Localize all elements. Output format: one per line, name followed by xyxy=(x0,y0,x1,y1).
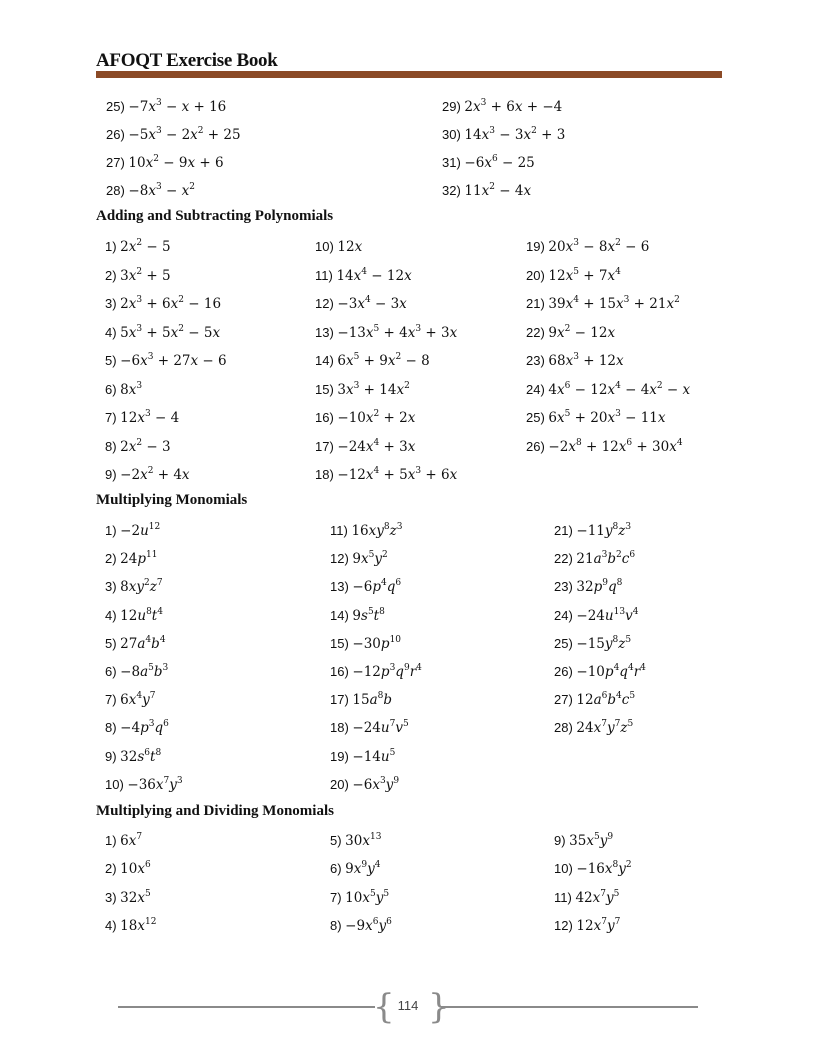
answer-number: 4) xyxy=(105,607,121,623)
answer-item xyxy=(105,606,163,626)
answer-item xyxy=(105,549,157,569)
answer-expression: $24p^{11}$ xyxy=(120,550,158,568)
answer-expression: $-24x^4 + 3x$ xyxy=(337,437,416,455)
answer-item xyxy=(315,237,362,257)
answer-number: 2) xyxy=(105,861,121,877)
answer-expression: $-24u^{13}v^4$ xyxy=(576,606,639,624)
answer-number: 12) xyxy=(315,296,338,311)
answer-item xyxy=(526,323,615,343)
answer-row xyxy=(0,521,816,545)
answer-expression: $-9x^6y^6$ xyxy=(345,916,392,934)
answer-expression: $11x^2 - 4x$ xyxy=(464,182,532,199)
answer-expression: $2x^3 + 6x^2 - 16$ xyxy=(120,295,222,312)
answer-item xyxy=(105,465,190,485)
answer-item xyxy=(526,380,690,400)
answer-number: 6) xyxy=(330,861,346,877)
answer-item xyxy=(526,237,649,257)
answer-item xyxy=(105,408,179,428)
answer-number: 20) xyxy=(526,267,549,283)
answer-number: 26) xyxy=(554,664,577,679)
answer-row xyxy=(0,718,816,742)
answer-number: 32) xyxy=(442,183,465,198)
answer-number: 28) xyxy=(554,720,577,736)
answer-row xyxy=(0,408,816,432)
answer-expression: 12x xyxy=(337,239,363,255)
answer-number: 25) xyxy=(106,99,129,114)
answer-item xyxy=(330,634,401,654)
answer-item xyxy=(554,521,631,541)
answer-number: 9) xyxy=(105,467,121,482)
answer-number: 21) xyxy=(554,523,577,538)
answer-expression: $10x^6$ xyxy=(120,860,151,878)
answer-item xyxy=(330,662,422,682)
answer-item xyxy=(106,153,224,173)
answer-expression: $5x^3 + 5x^2 - 5x$ xyxy=(120,323,221,341)
answer-item xyxy=(526,408,666,428)
answer-expression: $-4p^3q^6$ xyxy=(120,719,169,737)
answer-item xyxy=(554,718,633,738)
answer-expression: $4x^6 - 12x^4 - 4x^2 - x$ xyxy=(548,380,691,398)
answer-row xyxy=(0,662,816,686)
answer-row xyxy=(0,294,816,318)
answer-item xyxy=(105,859,151,879)
answer-row xyxy=(0,916,816,940)
answer-item xyxy=(105,323,220,343)
answer-number: 16) xyxy=(330,664,353,679)
answer-row xyxy=(0,237,816,261)
answer-number: 13) xyxy=(315,324,338,340)
answer-expression: $35x^5y^9$ xyxy=(569,832,614,849)
answer-number: 10) xyxy=(554,861,577,877)
answer-item xyxy=(554,690,635,710)
answer-number: 4) xyxy=(105,324,121,340)
answer-expression: $2x^3 + 6x + -4$ xyxy=(464,98,563,115)
section-heading: Multiplying and Dividing Monomials xyxy=(96,803,334,819)
answer-row xyxy=(0,634,816,658)
answer-number: 24) xyxy=(526,381,549,397)
answer-expression: $30x^{13}$ xyxy=(345,832,382,849)
answer-expression: $-10x^2 + 2x$ xyxy=(337,409,416,426)
answer-item xyxy=(105,747,161,767)
answer-item xyxy=(554,831,613,851)
answer-number: 2) xyxy=(105,267,121,283)
answer-item xyxy=(105,351,227,371)
answer-row xyxy=(0,465,816,489)
footer-bracket-right: } xyxy=(428,987,450,1027)
answer-item xyxy=(554,859,632,879)
answer-row xyxy=(0,606,816,630)
answer-item xyxy=(526,266,621,286)
answer-expression: $-5x^3 - 2x^2 + 25$ xyxy=(128,126,241,143)
answer-expression: $6x^5 + 20x^3 - 11x$ xyxy=(548,409,666,426)
answer-item xyxy=(442,181,531,201)
header-rule xyxy=(96,71,722,78)
answer-item xyxy=(330,577,401,597)
answer-number: 5) xyxy=(105,353,121,368)
answer-number: 15) xyxy=(315,381,338,397)
answer-number: 12) xyxy=(554,917,577,933)
answer-expression: $27a^4b^4$ xyxy=(120,634,166,652)
answer-item xyxy=(330,690,392,710)
answer-number: 3) xyxy=(105,889,121,905)
answer-number: 31) xyxy=(442,155,465,170)
answer-item xyxy=(105,294,221,314)
answer-row xyxy=(0,380,816,404)
answer-item xyxy=(526,351,624,371)
answer-item xyxy=(315,323,457,343)
book-title: AFOQT Exercise Book xyxy=(96,50,278,71)
answer-item xyxy=(315,266,412,286)
answer-item xyxy=(554,888,619,908)
answer-item xyxy=(554,916,620,936)
answer-expression: $-2x^8 + 12x^6 + 30x^4$ xyxy=(548,437,683,455)
answer-number: 20) xyxy=(330,776,353,792)
answer-item xyxy=(106,181,195,201)
answer-row xyxy=(0,437,816,461)
answer-number: 29) xyxy=(442,99,465,114)
answer-row xyxy=(0,125,816,149)
answer-expression: $8xy^2z^7$ xyxy=(120,578,163,596)
answer-expression: $-6x^3y^9$ xyxy=(352,775,400,793)
answer-item xyxy=(315,294,407,314)
answer-number: 10) xyxy=(105,776,128,792)
answer-item xyxy=(554,634,631,654)
answer-number: 7) xyxy=(105,692,121,708)
answer-number: 6) xyxy=(105,664,121,679)
answer-expression: $-6x^3 + 27x - 6$ xyxy=(120,352,227,369)
answer-number: 1) xyxy=(105,239,121,254)
answer-expression: $-6x^6 - 25$ xyxy=(464,154,535,171)
answer-item xyxy=(105,718,169,738)
answer-expression: $6x^5 + 9x^2 - 8$ xyxy=(337,352,430,369)
answer-item xyxy=(526,437,683,457)
answer-expression: $-14u^5$ xyxy=(352,747,396,765)
answer-row xyxy=(0,775,816,799)
answer-expression: $20x^3 - 8x^2 - 6$ xyxy=(548,238,650,255)
answer-number: 5) xyxy=(105,635,121,651)
answer-number: 25) xyxy=(554,635,577,651)
answer-item xyxy=(105,831,142,851)
answer-expression: $-8a^5b^3$ xyxy=(120,663,169,680)
footer-bracket-left: { xyxy=(373,987,395,1027)
answer-number: 21) xyxy=(526,296,549,311)
answer-expression: $16xy^8z^3$ xyxy=(351,522,403,539)
answer-number: 10) xyxy=(315,239,338,254)
answer-number: 27) xyxy=(554,692,577,708)
answer-number: 17) xyxy=(330,692,353,708)
answer-number: 8) xyxy=(105,720,121,736)
answer-row xyxy=(0,888,816,912)
answer-expression: $-11y^8z^3$ xyxy=(576,522,632,539)
answer-number: 2) xyxy=(105,551,121,567)
answer-item xyxy=(330,521,402,541)
answer-item xyxy=(330,888,389,908)
answer-item xyxy=(330,916,392,936)
answer-expression: $-12x^4 + 5x^3 + 6x$ xyxy=(337,466,458,483)
answer-item xyxy=(315,465,457,485)
answer-number: 13) xyxy=(330,579,353,595)
answer-number: 5) xyxy=(330,833,346,848)
answer-number: 1) xyxy=(105,523,121,538)
answer-row xyxy=(0,351,816,375)
answer-expression: $9x^9y^4$ xyxy=(345,860,381,878)
answer-item xyxy=(315,351,430,371)
answer-number: 14) xyxy=(315,353,338,368)
answer-item xyxy=(315,380,410,400)
answer-number: 11) xyxy=(554,889,576,905)
answer-number: 24) xyxy=(554,607,577,623)
answer-row xyxy=(0,831,816,855)
answer-expression: $-24u^7v^5$ xyxy=(352,719,409,737)
answer-expression: $12x^5 + 7x^4$ xyxy=(548,266,621,284)
answer-number: 26) xyxy=(526,438,549,454)
answer-item xyxy=(554,606,638,626)
answer-expression: $10x^2 - 9x + 6$ xyxy=(128,154,224,171)
answer-expression: $-8x^3 - x^2$ xyxy=(128,182,195,199)
footer-rule-left xyxy=(118,1006,375,1008)
answer-number: 22) xyxy=(526,324,549,340)
answer-expression: $-2u^{12}$ xyxy=(120,522,161,539)
answer-number: 3) xyxy=(105,579,121,595)
answer-item xyxy=(106,97,226,117)
answer-expression: $24x^7y^7z^5$ xyxy=(576,719,634,737)
answer-expression: $9x^2 - 12x$ xyxy=(548,323,616,341)
answer-number: 6) xyxy=(105,381,121,397)
answer-row xyxy=(0,690,816,714)
answer-expression: $2x^2 - 3$ xyxy=(120,437,171,455)
answer-item xyxy=(330,549,388,569)
answer-item xyxy=(330,718,409,738)
answer-row xyxy=(0,859,816,883)
answer-expression: $42x^7y^5$ xyxy=(575,888,620,906)
answer-number: 23) xyxy=(526,353,549,368)
answer-expression: $-10p^4q^4r^4$ xyxy=(576,663,646,680)
answer-number: 8) xyxy=(330,917,346,933)
answer-expression: $-6p^4q^6$ xyxy=(352,578,402,596)
answer-number: 19) xyxy=(526,239,549,254)
answer-number: 11) xyxy=(330,523,352,538)
answer-item xyxy=(315,437,415,457)
answer-item xyxy=(105,634,166,654)
answer-row xyxy=(0,577,816,601)
answer-number: 11) xyxy=(315,267,337,283)
answer-expression: $9s^5t^8$ xyxy=(352,606,385,624)
answer-item xyxy=(315,408,415,428)
answer-row xyxy=(0,153,816,177)
answer-item xyxy=(330,831,381,851)
answer-number: 23) xyxy=(554,579,577,595)
answer-expression: $12u^8t^4$ xyxy=(120,606,163,624)
answer-expression: $9x^5y^2$ xyxy=(352,550,388,568)
answer-expression: $32s^6t^8$ xyxy=(120,747,162,765)
answer-number: 18) xyxy=(315,467,338,482)
answer-item xyxy=(105,577,163,597)
answer-row xyxy=(0,181,816,205)
answer-item xyxy=(106,125,241,145)
answer-item xyxy=(330,747,395,767)
answer-number: 7) xyxy=(330,889,346,905)
answer-expression: $6x^4y^7$ xyxy=(120,691,156,709)
answer-row xyxy=(0,266,816,290)
answer-item xyxy=(442,97,562,117)
answer-expression: $15a^8b$ xyxy=(352,691,393,709)
answer-expression: $-12p^3q^9r^4$ xyxy=(352,663,422,680)
answer-expression: $-36x^7y^3$ xyxy=(127,775,183,793)
answer-number: 14) xyxy=(330,607,353,623)
answer-item xyxy=(105,888,151,908)
answer-number: 18) xyxy=(330,720,353,736)
answer-item xyxy=(554,662,646,682)
answer-item xyxy=(442,125,565,145)
answer-number: 9) xyxy=(105,748,121,764)
answer-number: 17) xyxy=(315,438,338,454)
answer-number: 27) xyxy=(106,155,129,170)
answer-expression: $14x^4 - 12x$ xyxy=(336,266,412,284)
answer-expression: $32x^5$ xyxy=(120,888,151,906)
answer-item xyxy=(105,775,183,795)
answer-expression: $68x^3 + 12x$ xyxy=(548,352,624,369)
answer-expression: $18x^{12}$ xyxy=(120,916,157,934)
answer-number: 7) xyxy=(105,410,121,425)
answer-expression: $-2x^2 + 4x$ xyxy=(120,466,190,483)
answer-expression: $21a^3b^2c^6$ xyxy=(576,550,636,568)
answer-item xyxy=(330,859,381,879)
answer-item xyxy=(105,437,171,457)
answer-expression: $14x^3 - 3x^2 + 3$ xyxy=(464,126,566,143)
answer-number: 1) xyxy=(105,833,121,848)
answer-expression: $-13x^5 + 4x^3 + 3x$ xyxy=(337,323,458,341)
answer-expression: $12x^3 - 4$ xyxy=(120,409,180,426)
answer-item xyxy=(442,153,535,173)
answer-item xyxy=(105,380,142,400)
answer-expression: $3x^3 + 14x^2$ xyxy=(337,380,410,398)
page-number: 114 xyxy=(397,998,419,1013)
answer-number: 26) xyxy=(106,127,129,142)
answer-expression: $12a^6b^4c^5$ xyxy=(576,691,636,709)
answer-item xyxy=(554,549,635,569)
answer-number: 8) xyxy=(105,438,121,454)
answer-row xyxy=(0,747,816,771)
answer-number: 28) xyxy=(106,183,129,198)
answer-expression: $32p^9q^8$ xyxy=(576,578,623,596)
answer-item xyxy=(526,294,680,314)
answer-item xyxy=(105,237,171,257)
answer-expression: $39x^4 + 15x^3 + 21x^2$ xyxy=(548,295,680,312)
answer-number: 4) xyxy=(105,917,121,933)
answer-expression: $3x^2 + 5$ xyxy=(120,266,171,284)
answer-item xyxy=(105,266,171,286)
answer-expression: $-7x^3 - x + 16$ xyxy=(128,98,227,115)
answer-number: 9) xyxy=(554,833,570,848)
answer-expression: $6x^7$ xyxy=(120,832,143,849)
answer-number: 16) xyxy=(315,410,338,425)
answer-number: 22) xyxy=(554,551,577,567)
footer-rule-right xyxy=(441,1006,698,1008)
answer-expression: $-16x^8y^2$ xyxy=(576,860,632,878)
answer-expression: $10x^5y^5$ xyxy=(345,888,390,906)
answer-item xyxy=(554,577,622,597)
answer-number: 12) xyxy=(330,551,353,567)
answer-expression: $12x^7y^7$ xyxy=(576,916,621,934)
answer-item xyxy=(105,690,156,710)
answer-number: 3) xyxy=(105,296,121,311)
answer-item xyxy=(105,521,160,541)
answer-expression: $-30p^{10}$ xyxy=(352,634,402,652)
answer-number: 25) xyxy=(526,410,549,425)
answer-row xyxy=(0,323,816,347)
answer-item xyxy=(330,606,385,626)
answer-row xyxy=(0,97,816,121)
answer-number: 15) xyxy=(330,635,353,651)
section-heading: Adding and Subtracting Polynomials xyxy=(96,208,334,224)
answer-expression: $-15y^8z^5$ xyxy=(576,634,632,652)
answer-row xyxy=(0,549,816,573)
answer-item xyxy=(330,775,399,795)
answer-expression: $-3x^4 - 3x$ xyxy=(337,295,407,312)
answer-item xyxy=(105,662,168,682)
section-heading: Multiplying Monomials xyxy=(96,492,248,508)
answer-expression: $8x^3$ xyxy=(120,380,143,398)
answer-expression: $2x^2 - 5$ xyxy=(120,238,171,255)
answer-item xyxy=(105,916,156,936)
answer-number: 30) xyxy=(442,127,465,142)
answer-number: 19) xyxy=(330,748,353,764)
